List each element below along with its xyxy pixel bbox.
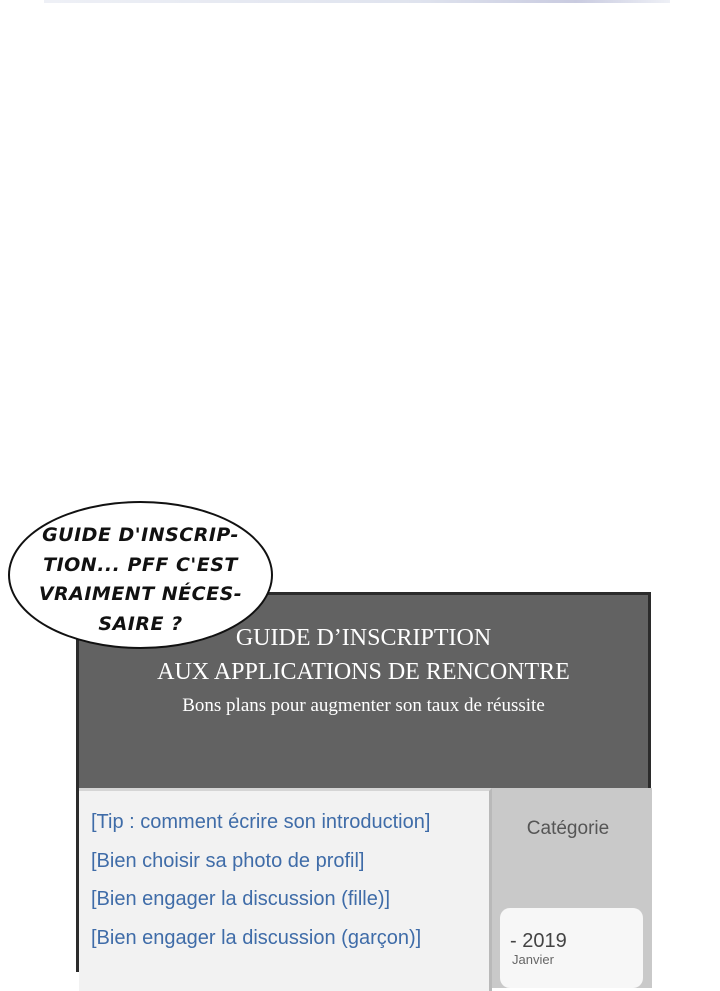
article-link-photo[interactable]: [Bien choisir sa photo de profil] — [91, 849, 365, 872]
speech-line-3: VRAIMENT NÉCES- — [38, 583, 243, 605]
archive-year[interactable]: - 2019 — [510, 930, 567, 952]
speech-line-1: GUIDE D'INSCRIP- — [42, 524, 239, 546]
archive-card[interactable] — [500, 908, 643, 988]
previous-panel-edge — [44, 0, 670, 3]
site-subtitle: Bons plans pour augmenter son taux de réussite — [182, 695, 545, 716]
category-sidebar — [492, 788, 652, 988]
speech-bubble-text — [10, 521, 271, 639]
article-list-panel — [79, 788, 492, 991]
category-label: Catégorie — [526, 818, 610, 839]
article-links — [91, 803, 430, 957]
site-title-line2: AUX APPLICATIONS DE RENCONTRE — [157, 659, 570, 685]
site-title-line1: GUIDE D’INSCRIPTION — [235, 625, 492, 651]
archive-month[interactable]: Janvier — [512, 952, 554, 967]
speech-line-2: TION... PFF C'EST — [43, 553, 238, 576]
speech-bubble — [8, 501, 273, 649]
article-link-discussion-girl[interactable]: [Bien engager la discussion (fille)] — [91, 888, 391, 910]
article-link-intro[interactable]: [Tip : comment écrire son introduction] — [91, 811, 431, 833]
article-link-discussion-boy[interactable]: [Bien engager la discussion (garçon)] — [91, 926, 422, 949]
website-screen — [76, 592, 651, 972]
speech-line-4: SAIRE ? — [98, 612, 183, 635]
